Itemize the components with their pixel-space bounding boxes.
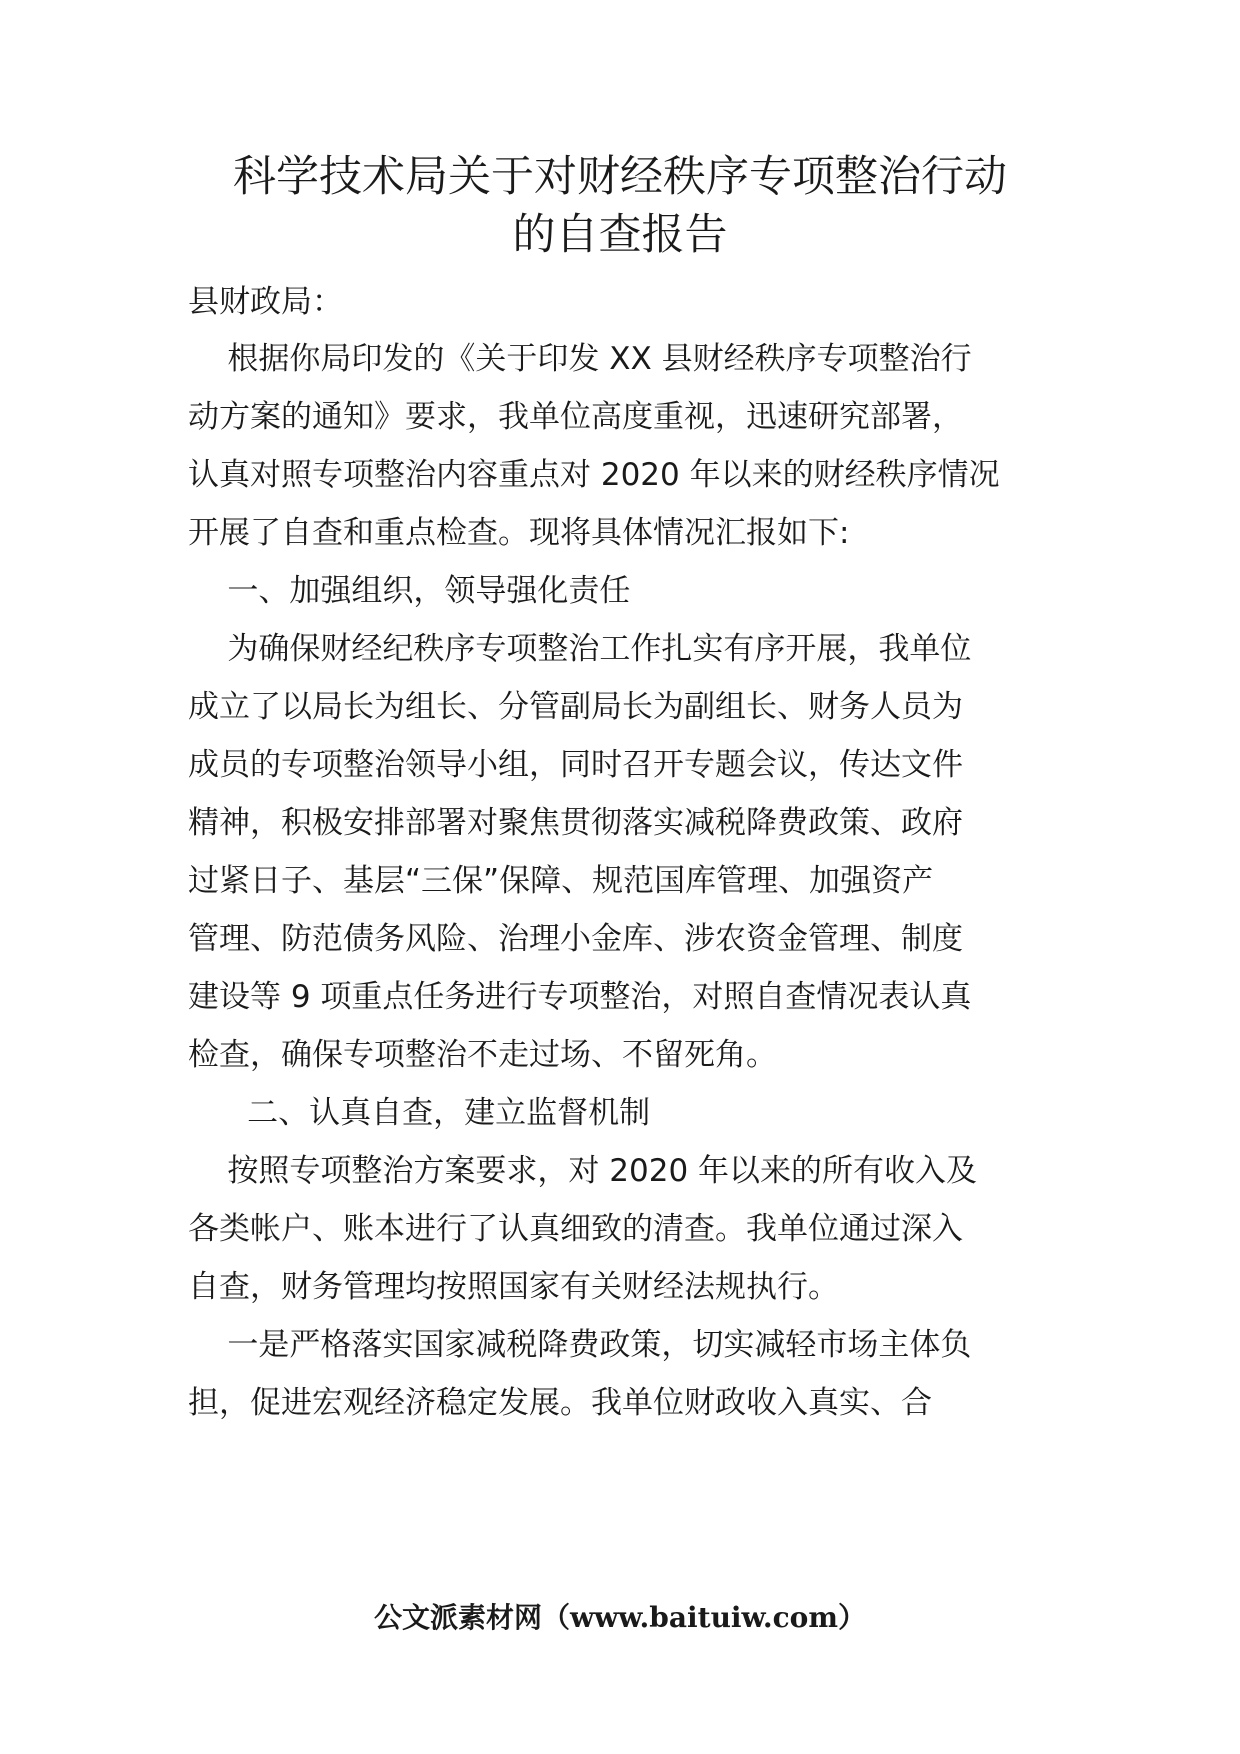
section-heading: 二、认真自查，建立监督机制 xyxy=(188,1095,651,1131)
body-line: 检查，确保专项整治不走过场、不留死角。 xyxy=(188,1037,777,1073)
section-heading: 一、加强组织，领导强化责任 xyxy=(188,573,631,609)
body-line: 过紧日子、基层“三保”保障、规范国库管理、加强资产 xyxy=(188,863,934,899)
salutation: 县财政局： xyxy=(188,284,343,320)
body-line: 一是严格落实国家减税降费政策，切实减轻市场主体负 xyxy=(188,1327,972,1363)
body-line: 根据你局印发的《关于印发 XX 县财经秩序专项整治行 xyxy=(188,341,972,377)
body-line: 建设等 9 项重点任务进行专项整治，对照自查情况表认真 xyxy=(188,979,972,1015)
document-title-line-2: 的自查报告 xyxy=(512,210,728,260)
body-line: 管理、防范债务风险、治理小金库、涉农资金管理、制度 xyxy=(188,921,963,957)
body-line: 开展了自查和重点检查。现将具体情况汇报如下: xyxy=(188,515,850,551)
body-line: 认真对照专项整治内容重点对 2020 年以来的财经秩序情况 xyxy=(188,457,1000,493)
body-line: 按照专项整治方案要求，对 2020 年以来的所有收入及 xyxy=(188,1153,978,1189)
body-line: 为确保财经纪秩序专项整治工作扎实有序开展，我单位 xyxy=(188,631,972,667)
body-line: 各类帐户、账本进行了认真细致的清查。我单位通过深入 xyxy=(188,1211,963,1247)
document-title-line-1: 科学技术局关于对财经秩序专项整治行动 xyxy=(233,152,1007,202)
body-line: 自查，财务管理均按照国家有关财经法规执行。 xyxy=(188,1269,839,1305)
body-line: 成员的专项整治领导小组，同时召开专题会议，传达文件 xyxy=(188,747,963,783)
body-line: 担，促进宏观经济稳定发展。我单位财政收入真实、合 xyxy=(188,1385,932,1421)
body-line: 动方案的通知》要求，我单位高度重视，迅速研究部署， xyxy=(188,399,963,435)
body-line: 精神，积极安排部署对聚焦贯彻落实减税降费政策、政府 xyxy=(188,805,963,841)
footer-watermark: 公文派素材网（www.baituiw.com） xyxy=(374,1601,866,1634)
body-line: 成立了以局长为组长、分管副局长为副组长、财务人员为 xyxy=(188,689,963,725)
